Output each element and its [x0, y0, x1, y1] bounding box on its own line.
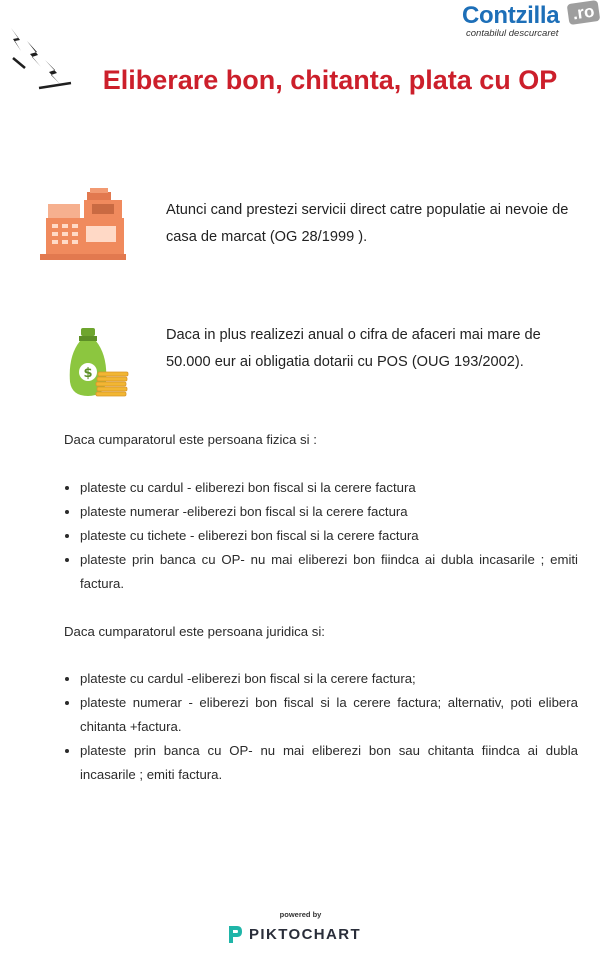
list-item: • plateste numerar -eliberezi bon fiscal si la cerere factura	[80, 500, 578, 524]
logo-suffix: .ro	[567, 0, 601, 25]
list-persoana-fizica	[64, 476, 578, 596]
list-item: • plateste prin banca cu OP- nu mai eliberezi bon fiindca ai dubla incasarile ; emiti factura.	[80, 548, 578, 596]
piktochart-wordmark: PIKTOCHART	[249, 925, 362, 943]
list-item: • plateste cu cardul - eliberezi bon fiscal si la cerere factura	[80, 476, 578, 500]
list-item: • plateste cu tichete - eliberezi bon fiscal si la cerere factura	[80, 524, 578, 548]
section-lead-persoana-juridica: Daca cumparatorul este persoana juridica si:	[64, 624, 325, 639]
page-title: Eliberare bon, chitanta, plata cu OP	[102, 65, 558, 95]
intro-cash-register: Atunci cand prestezi servicii direct catre populatie ai nevoie de casa de marcat (OG 28/1999 ).	[166, 202, 569, 245]
logo-tagline: contabilul descurcaret	[466, 28, 559, 39]
cash-register-icon	[38, 188, 128, 260]
svg-text:$: $	[83, 366, 93, 381]
logo-text: Contzilla	[462, 2, 560, 29]
money-bag-icon	[66, 326, 132, 398]
section-lead-persoana-fizica: Daca cumparatorul este persoana fizica si :	[64, 432, 317, 447]
list-persoana-juridica	[64, 667, 578, 787]
lightning-icon	[5, 26, 77, 96]
powered-by-label: powered by	[279, 910, 322, 919]
list-item: • plateste cu cardul -eliberezi bon fiscal si la cerere factura;	[80, 667, 578, 691]
list-item: • plateste numerar - eliberezi bon fiscal si la cerere factura; alternativ, poti elibera chitanta +factura.	[80, 691, 578, 739]
contzilla-logo[interactable]	[462, 2, 598, 40]
piktochart-icon	[227, 924, 243, 944]
list-item: • plateste prin banca cu OP- nu mai eliberezi bon sau chitanta fiindca ai dubla incasarile ; emiti factura.	[80, 739, 578, 787]
piktochart-logo[interactable]	[227, 922, 361, 946]
intro-pos: Daca in plus realizezi anual o cifra de afaceri mai mare de 50.000 eur ai obligatia dotarii cu POS (OUG 193/2002).	[166, 327, 541, 370]
